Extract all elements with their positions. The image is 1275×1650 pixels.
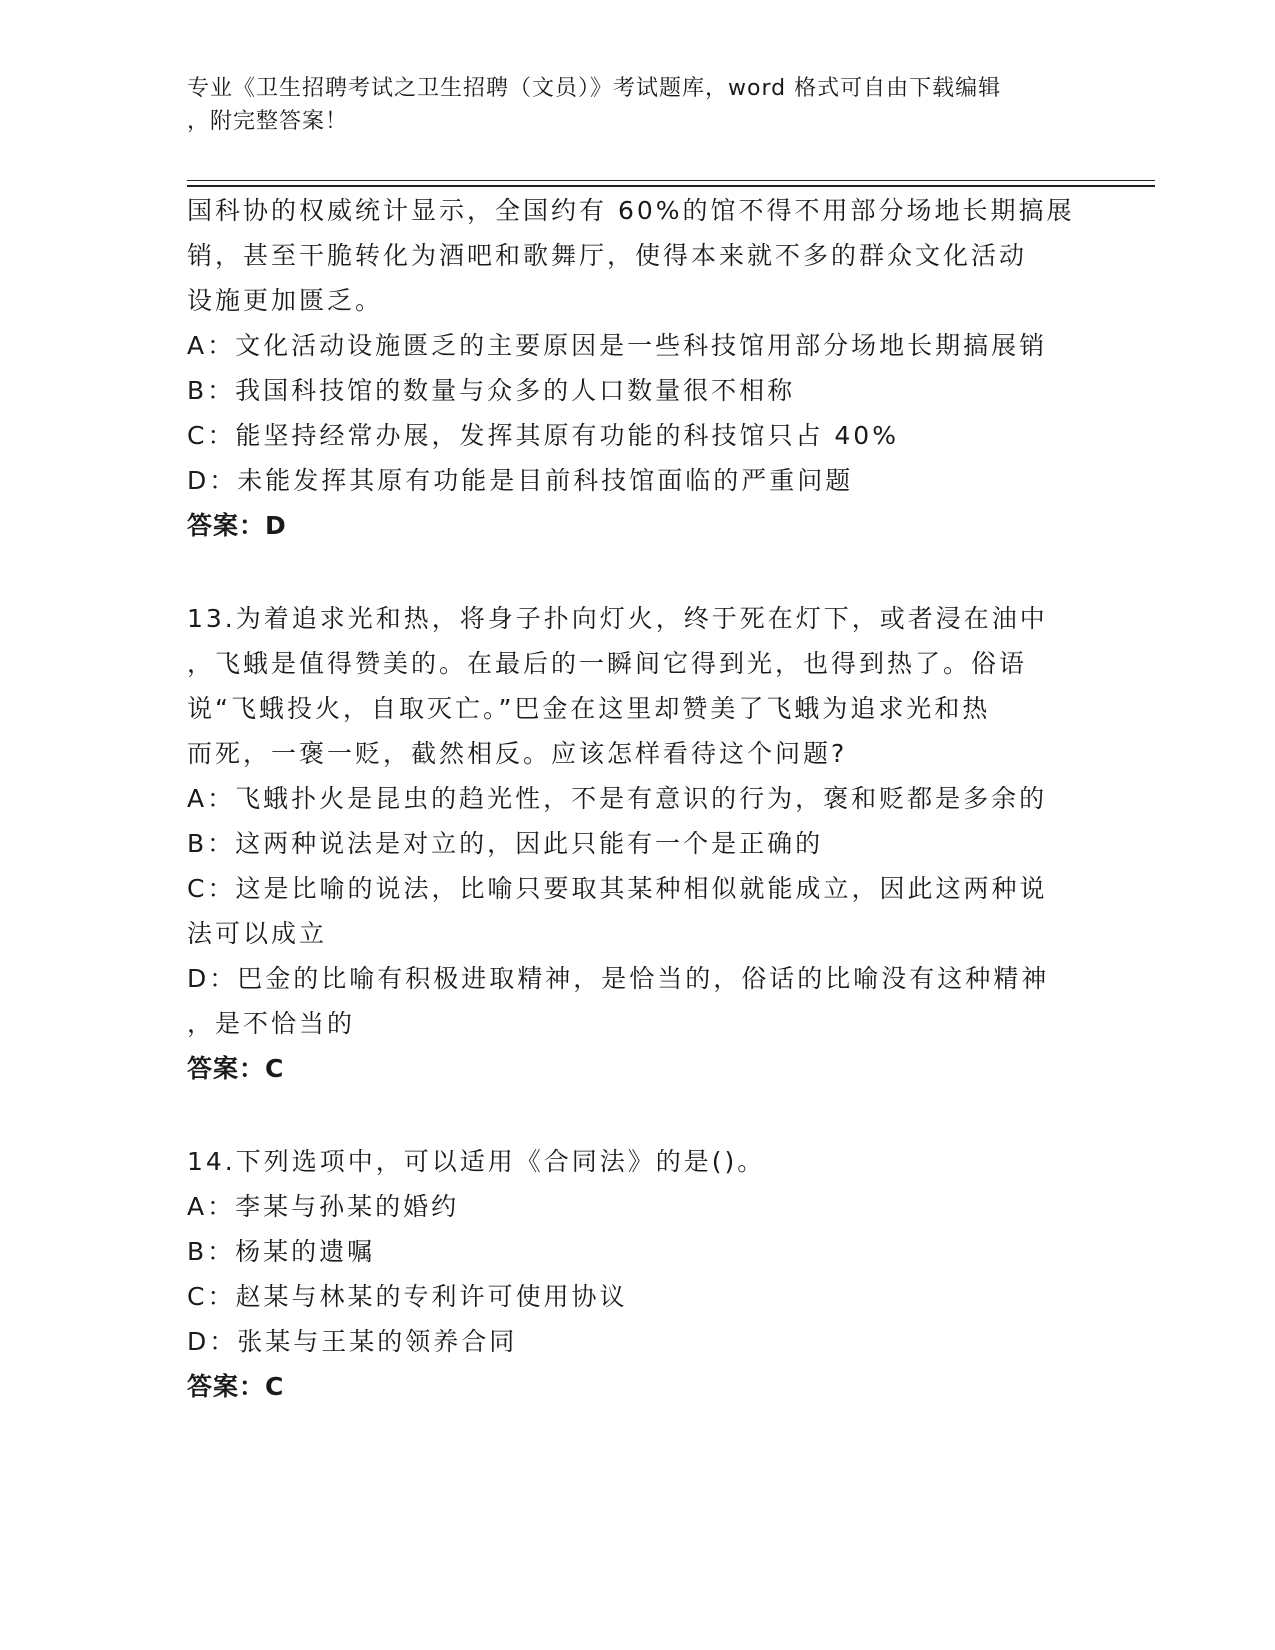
option-a — [187, 776, 1087, 821]
header-divider-thin — [187, 180, 1155, 181]
question-list — [187, 188, 1087, 1409]
option-line: A：李某与孙某的婚约 — [187, 1192, 460, 1221]
option-line: D：张某与王某的领养合同 — [187, 1327, 518, 1356]
option-d — [187, 956, 1087, 1046]
option-d — [187, 458, 1087, 503]
answer-line: 答案：C — [187, 1054, 285, 1083]
option-line: 法可以成立 — [187, 919, 328, 948]
stem-line: 13.为着追求光和热，将身子扑向灯火，终于死在灯下，或者浸在油中 — [187, 604, 1048, 633]
option-c — [187, 413, 1087, 458]
answer-line: 答案：C — [187, 1372, 285, 1401]
header-divider-thick — [187, 185, 1155, 187]
question-stem — [187, 596, 1087, 776]
option-line: B：我国科技馆的数量与众多的人口数量很不相称 — [187, 376, 796, 405]
header-line-2: ，附完整答案！ — [187, 109, 349, 134]
option-a — [187, 1184, 1087, 1229]
option-a — [187, 323, 1087, 368]
question-14 — [187, 1139, 1087, 1409]
question-13 — [187, 596, 1087, 1091]
option-b — [187, 1229, 1087, 1274]
option-c — [187, 866, 1087, 956]
stem-line: 而死，一褒一贬，截然相反。应该怎样看待这个问题? — [187, 739, 848, 768]
document-header — [187, 72, 1087, 138]
option-b — [187, 821, 1087, 866]
question-spacer — [187, 548, 1087, 596]
stem-line: ，飞蛾是值得赞美的。在最后的一瞬间它得到光，也得到热了。俗语 — [187, 649, 1028, 678]
option-line: D：未能发挥其原有功能是目前科技馆面临的严重问题 — [187, 466, 854, 495]
option-line: ，是不恰当的 — [187, 1009, 356, 1038]
question-12 — [187, 188, 1087, 548]
option-line: C：这是比喻的说法，比喻只要取其某种相似就能成立，因此这两种说 — [187, 874, 1048, 903]
option-d — [187, 1319, 1087, 1364]
stem-line: 销，甚至干脆转化为酒吧和歌舞厅，使得本来就不多的群众文化活动 — [187, 241, 1028, 270]
answer-line: 答案：D — [187, 511, 287, 540]
question-spacer — [187, 1091, 1087, 1139]
stem-line: 说“飞蛾投火，自取灭亡。”巴金在这里却赞美了飞蛾为追求光和热 — [187, 694, 991, 723]
stem-line: 国科协的权威统计显示，全国约有 60%的馆不得不用部分场地长期搞展 — [187, 196, 1075, 225]
option-line: C：赵某与林某的专利许可使用协议 — [187, 1282, 628, 1311]
header-line-1: 专业《卫生招聘考试之卫生招聘（文员）》考试题库，word 格式可自由下载编辑 — [187, 76, 1002, 101]
option-line: A：文化活动设施匮乏的主要原因是一些科技馆用部分场地长期搞展销 — [187, 331, 1048, 360]
question-stem — [187, 188, 1087, 323]
option-line: B：这两种说法是对立的，因此只能有一个是正确的 — [187, 829, 824, 858]
stem-line: 设施更加匮乏。 — [187, 286, 384, 315]
option-line: B：杨某的遗嘱 — [187, 1237, 376, 1266]
question-stem — [187, 1139, 1087, 1184]
option-c — [187, 1274, 1087, 1319]
option-line: D：巴金的比喻有积极进取精神，是恰当的，俗话的比喻没有这种精神 — [187, 964, 1050, 993]
option-line: C：能坚持经常办展，发挥其原有功能的科技馆只占 40% — [187, 421, 899, 450]
stem-line: 14.下列选项中，可以适用《合同法》的是()。 — [187, 1147, 766, 1176]
option-line: A：飞蛾扑火是昆虫的趋光性，不是有意识的行为，褒和贬都是多余的 — [187, 784, 1048, 813]
option-b — [187, 368, 1087, 413]
